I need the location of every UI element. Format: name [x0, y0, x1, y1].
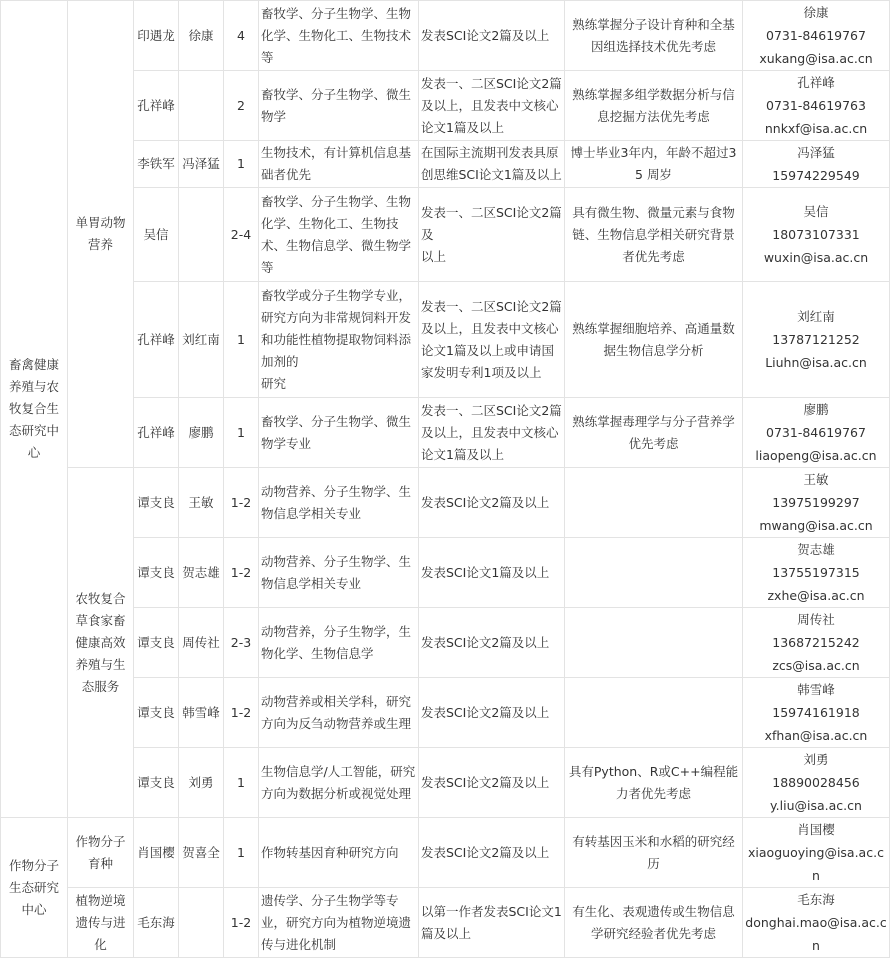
quota-cell: 1 [224, 141, 259, 188]
contact-cell [743, 678, 890, 748]
quota-cell: 1 [224, 282, 259, 398]
quota-cell: 4 [224, 1, 259, 71]
contact-line: 贺志雄 [797, 542, 835, 557]
co-supervisor-cell: 冯泽猛 [179, 141, 224, 188]
requirement-cell: 发表一、二区SCI论文2篇及 以上 [419, 188, 565, 282]
contact-line: nnkxf@isa.ac.cn [764, 121, 868, 136]
center-cell: 畜禽健康养殖与农牧复合生态研究中心 [1, 1, 68, 818]
contact-line: 王敏 [803, 472, 829, 487]
preference-cell [565, 468, 743, 538]
contact-cell [743, 748, 890, 818]
quota-cell: 1-2 [224, 468, 259, 538]
pi-cell: 谭支良 [134, 468, 179, 538]
center-cell: 作物分子生态研究中心 [1, 818, 68, 958]
contact-line: 徐康 [803, 5, 829, 20]
contact-line: 刘红南 [797, 309, 835, 324]
contact-line: 韩雪峰 [797, 682, 835, 697]
requirement-cell: 以第一作者发表SCI论文1篇及以上 [419, 888, 565, 958]
contact-cell [743, 538, 890, 608]
contact-cell [743, 1, 890, 71]
major-cell: 畜牧学、分子生物学、微生 物学 [259, 71, 419, 141]
contact-line: 冯泽猛 [797, 145, 835, 160]
contact-line: 18890028456 [772, 775, 860, 790]
major-cell: 生物技术，有计算机信息基础者优先 [259, 141, 419, 188]
pi-cell: 印遇龙 [134, 1, 179, 71]
quota-cell: 1-2 [224, 538, 259, 608]
major-cell: 畜牧学、分子生物学、生物化学、生物化工、生物技术、生物信息学、微生物学等 [259, 188, 419, 282]
co-supervisor-cell: 徐康 [179, 1, 224, 71]
quota-cell: 2 [224, 71, 259, 141]
major-cell: 畜牧学或分子生物学专业，研究方向为非常规饲料开发和功能性植物提取物饲料添加剂的 研究 [259, 282, 419, 398]
preference-cell: 具有Python、R或C++编程能力者优先考虑 [565, 748, 743, 818]
major-cell: 作物转基因育种研究方向 [259, 818, 419, 888]
table-row [1, 71, 890, 141]
major-cell: 动物营养、分子生物学、生物信息学相关专业 [259, 538, 419, 608]
table-row [1, 468, 890, 538]
contact-line: 15974229549 [772, 168, 860, 183]
contact-line: 廖鹏 [803, 402, 829, 417]
preference-cell: 有转基因玉米和水稻的研究经历 [565, 818, 743, 888]
quota-cell: 1-2 [224, 678, 259, 748]
pi-cell: 谭支良 [134, 538, 179, 608]
contact-cell [743, 818, 890, 888]
pi-cell: 孔祥峰 [134, 398, 179, 468]
preference-cell [565, 678, 743, 748]
contact-line: 孔祥峰 [797, 75, 835, 90]
preference-cell [565, 538, 743, 608]
major-cell: 遗传学、分子生物学等专业，研究方向为植物逆境遗传与进化机制 [259, 888, 419, 958]
table-body [1, 1, 890, 958]
pi-cell: 吴信 [134, 188, 179, 282]
pi-cell: 谭支良 [134, 678, 179, 748]
contact-line: 0731-84619763 [766, 98, 866, 113]
table-row [1, 141, 890, 188]
contact-line: 13687215242 [772, 635, 860, 650]
contact-line: 刘勇 [803, 752, 829, 767]
contact-line: 15974161918 [772, 705, 860, 720]
contact-cell [743, 468, 890, 538]
table-row [1, 818, 890, 888]
contact-line: 毛东海 [797, 892, 835, 907]
subgroup-cell: 单胃动物营养 [68, 1, 134, 468]
contact-cell [743, 608, 890, 678]
contact-line: xukang@isa.ac.cn [759, 51, 873, 66]
contact-cell [743, 188, 890, 282]
co-supervisor-cell: 贺喜全 [179, 818, 224, 888]
table-row [1, 282, 890, 398]
table-row [1, 538, 890, 608]
quota-cell: 2-4 [224, 188, 259, 282]
pi-cell: 孔祥峰 [134, 282, 179, 398]
requirement-cell: 发表SCI论文1篇及以上 [419, 538, 565, 608]
contact-line: 18073107331 [772, 227, 860, 242]
requirement-cell: 发表SCI论文2篇及以上 [419, 1, 565, 71]
requirement-cell: 发表一、二区SCI论文2篇及以上，且发表中文核心论文1篇及以上 [419, 398, 565, 468]
quota-cell: 1 [224, 748, 259, 818]
requirement-cell: 发表SCI论文2篇及以上 [419, 748, 565, 818]
preference-cell: 具有微生物、微量元素与食物链、生物信息学相关研究背景者优先考虑 [565, 188, 743, 282]
major-cell: 动物营养或相关学科，研究方向为反刍动物营养或生理 [259, 678, 419, 748]
co-supervisor-cell: 贺志雄 [179, 538, 224, 608]
contact-line: donghai.mao@isa.ac.cn [745, 915, 887, 953]
requirement-cell: 发表SCI论文2篇及以上 [419, 818, 565, 888]
preference-cell [565, 608, 743, 678]
co-supervisor-cell [179, 71, 224, 141]
contact-line: 周传社 [797, 612, 835, 627]
preference-cell: 熟练掌握毒理学与分子营养学优先考虑 [565, 398, 743, 468]
major-cell: 畜牧学、分子生物学、微生物学专业 [259, 398, 419, 468]
contact-cell [743, 71, 890, 141]
co-supervisor-cell: 韩雪峰 [179, 678, 224, 748]
subgroup-cell: 农牧复合草食家畜健康高效养殖与生态服务 [68, 468, 134, 818]
quota-cell: 1 [224, 818, 259, 888]
contact-line: 13787121252 [772, 332, 860, 347]
contact-line: y.liu@isa.ac.cn [770, 798, 862, 813]
pi-cell: 谭支良 [134, 748, 179, 818]
co-supervisor-cell: 刘红南 [179, 282, 224, 398]
contact-line: 13975199297 [772, 495, 860, 510]
subgroup-cell: 作物分子育种 [68, 818, 134, 888]
contact-line: xiaoguoying@isa.ac.cn [748, 845, 884, 883]
pi-cell: 谭支良 [134, 608, 179, 678]
pi-cell: 李铁军 [134, 141, 179, 188]
contact-line: 0731-84619767 [766, 425, 866, 440]
contact-line: 肖国樱 [797, 822, 835, 837]
contact-cell [743, 398, 890, 468]
quota-cell: 1-2 [224, 888, 259, 958]
contact-line: liaopeng@isa.ac.cn [755, 448, 877, 463]
requirement-cell: 在国际主流期刊发表具原创思维SCI论文1篇及以上 [419, 141, 565, 188]
major-cell: 动物营养，分子生物学，生物化学、生物信息学 [259, 608, 419, 678]
contact-line: 吴信 [803, 204, 829, 219]
requirement-cell: 发表SCI论文2篇及以上 [419, 468, 565, 538]
requirement-cell: 发表SCI论文2篇及以上 [419, 608, 565, 678]
contact-line: zxhe@isa.ac.cn [767, 588, 865, 603]
table-row [1, 678, 890, 748]
pi-cell: 毛东海 [134, 888, 179, 958]
table-row [1, 398, 890, 468]
contact-line: xfhan@isa.ac.cn [764, 728, 868, 743]
contact-line: zcs@isa.ac.cn [772, 658, 860, 673]
quota-cell: 2-3 [224, 608, 259, 678]
contact-line: mwang@isa.ac.cn [759, 518, 873, 533]
co-supervisor-cell: 王敏 [179, 468, 224, 538]
co-supervisor-cell [179, 888, 224, 958]
major-cell: 畜牧学、分子生物学、生物化学、生物化工、生物技术等 [259, 1, 419, 71]
preference-cell: 熟练掌握细胞培养、高通量数据生物信息学分析 [565, 282, 743, 398]
major-cell: 动物营养、分子生物学、生物信息学相关专业 [259, 468, 419, 538]
quota-cell: 1 [224, 398, 259, 468]
major-cell: 生物信息学/人工智能，研究方向为数据分析或视觉处理 [259, 748, 419, 818]
co-supervisor-cell: 刘勇 [179, 748, 224, 818]
preference-cell: 熟练掌握分子设计育种和全基因组选择技术优先考虑 [565, 1, 743, 71]
requirement-cell: 发表SCI论文2篇及以上 [419, 678, 565, 748]
requirement-cell: 发表一、二区SCI论文2篇及以上，且发表中文核心论文1篇及以上或申请国家发明专利1项及以上 [419, 282, 565, 398]
pi-cell: 孔祥峰 [134, 71, 179, 141]
preference-cell: 熟练掌握多组学数据分析与信息挖掘方法优先考虑 [565, 71, 743, 141]
preference-cell: 博士毕业3年内，年龄不超过35 周岁 [565, 141, 743, 188]
table-row [1, 1, 890, 71]
co-supervisor-cell: 廖鹏 [179, 398, 224, 468]
table-row [1, 748, 890, 818]
subgroup-cell: 植物逆境遗传与进化 [68, 888, 134, 958]
preference-cell: 有生化、表观遗传或生物信息学研究经验者优先考虑 [565, 888, 743, 958]
pi-cell: 肖国樱 [134, 818, 179, 888]
contact-cell [743, 282, 890, 398]
table-row [1, 888, 890, 958]
table-row [1, 188, 890, 282]
co-supervisor-cell: 周传社 [179, 608, 224, 678]
co-supervisor-cell [179, 188, 224, 282]
contact-line: wuxin@isa.ac.cn [763, 250, 869, 265]
requirement-cell: 发表一、二区SCI论文2篇及以上，且发表中文核心论文1篇及以上 [419, 71, 565, 141]
contact-line: Liuhn@isa.ac.cn [765, 355, 867, 370]
contact-cell [743, 888, 890, 958]
contact-line: 13755197315 [772, 565, 860, 580]
contact-cell [743, 141, 890, 188]
table-row [1, 608, 890, 678]
contact-line: 0731-84619767 [766, 28, 866, 43]
